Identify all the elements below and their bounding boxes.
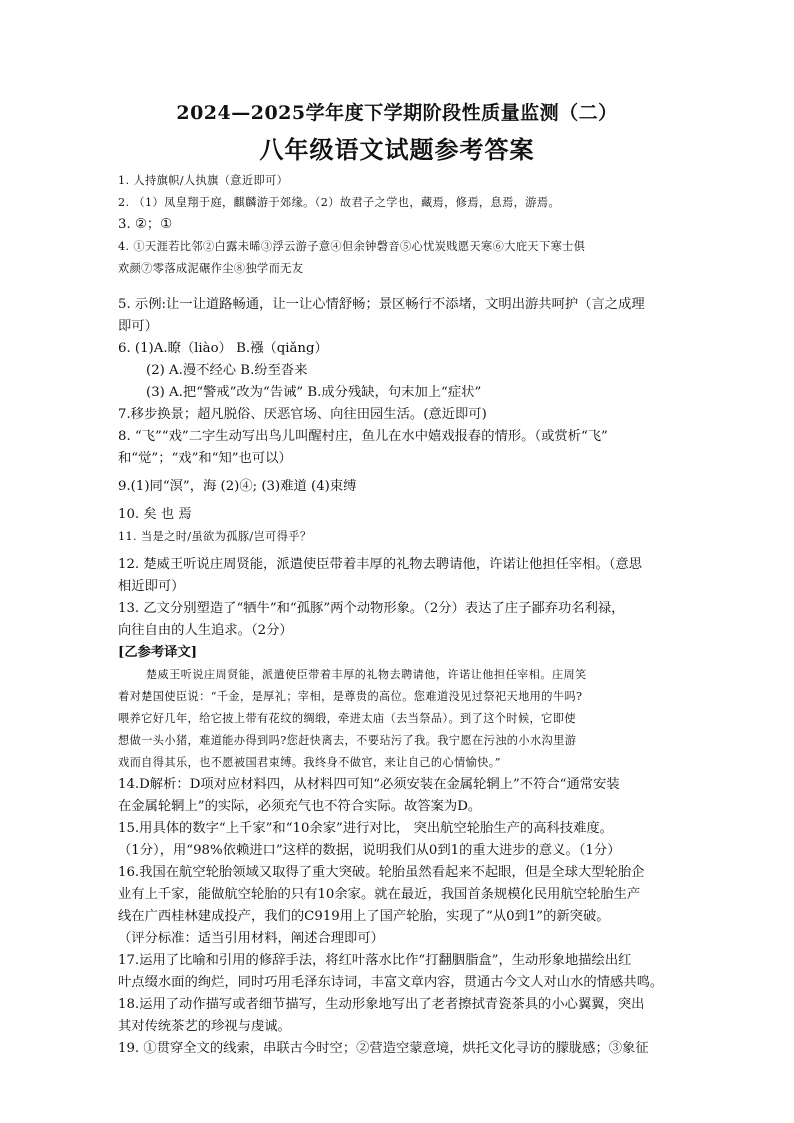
answer-q15-line1: 15.用具体的数字“上千家”和“10余家”进行对比， 突出航空轮胎生产的高科技难度。 [118,821,613,836]
answer-q8-line1: 8. “飞”“戏”二字生动写出鸟儿叫醒村庄，鱼儿在水中嬉戏报春的情形。（或赏析“飞” [118,429,608,444]
answer-q17-line2: 叶点缀水面的绚烂，同时巧用毛泽东诗词，丰富文章内容，贯通古今文人对山水的情感共鸣。 [118,975,664,990]
answer-q6-line2: (2) A.漫不经心 B.纷至沓来 [146,363,308,378]
answer-q16-line4: （评分标准：适当引用材料，阐述合理即可） [118,931,384,946]
translation-line3: 喂养它好几年，给它披上带有花纹的绸缎，牵进太庙（去当祭品）。到了这个时候，它即使 [118,712,576,725]
answer-q4-line2: 欢颜⑦零落成泥碾作尘⑧独学而无友 [118,262,304,275]
answer-q10: 10. 矣 也 焉 [118,507,192,522]
answer-q18-line2: 其对传统茶艺的珍视与虔诚。 [118,1019,291,1034]
answer-q14-line1: 14.D解析：D项对应材料四，从材料四可知“必须安装在金属轮辋上”不符合“通常安装 [118,777,620,792]
answer-q13-line1: 13. 乙文分别塑造了“牺牛”和“孤豚”两个动物形象。（2分）表达了庄子鄙弃功名利禄， [118,601,625,616]
translation-line4: 想做一头小猪，难道能办得到吗?您赶快离去，不要玷污了我。我宁愿在污浊的小水沟里游 [118,734,577,747]
answer-q15-line2: （1分），用“98%依赖进口”这样的数据，说明我们从0到1的重大进步的意义。（1分） [118,843,621,858]
answer-q18-line1: 18.运用了动作描写或者细节描写，生动形象地写出了老者擦拭青瓷茶具的小心翼翼，突出 [118,997,645,1012]
translation-line1: 楚威王听说庄周贤能，派遣使臣带着丰厚的礼物去聘请他，许诺让他担任宰相。庄周笑 [146,668,587,681]
page-subtitle: 八年级语文试题参考答案 [259,136,535,164]
answer-q17-line1: 17.运用了比喻和引用的修辞手法，将红叶落水比作“打翻胭脂盒”，生动形象地描绘出红 [118,953,632,968]
answer-q9: 9.(1)同“溟”，海 (2)④; (3)难道 (4)束缚 [118,479,357,494]
translation-line2: 着对楚国使臣说：“千金，是厚礼；宰相，是尊贵的高位。您难道没见过祭祀天地用的牛吗? [118,690,583,703]
answer-q2: 2. （1）凤皇翔于庭，麒麟游于郊缘。（2）故君子之学也，藏焉，修焉，息焉，游焉。 [118,196,561,209]
answer-q5-line1: 5. 示例:让一让道路畅通，让一让心情舒畅；景区畅行不添堵，文明出游共呵护（言之成理 [118,297,645,312]
answer-q16-line2: 业有上千家，能做航空轮胎的只有10余家。就在最近，我国首条规模化民用航空轮胎生产 [118,887,641,902]
translation-line5: 戏而自得其乐，也不愿被国君束缚。我终身不做官，来让自己的心情愉快。” [118,756,501,769]
answer-q12-line2: 相近即可） [118,579,185,594]
answer-q5-line2: 即可） [118,319,158,334]
answer-q6-line3: (3) A.把“警戒”改为“告诫” B.成分残缺，句末加上“症状” [146,385,482,400]
answer-q8-line2: 和“觉”；“戏”和“知”也可以） [118,451,292,466]
answer-q16-line3: 线在广西桂林建成投产，我们的C919用上了国产轮胎，实现了“从0到1”的新突破。 [118,909,610,924]
answer-q3: 3. ②；① [118,217,173,232]
answer-q1: 1. 人持旗帜/人执旗（意近即可） [118,174,289,187]
page-title: 2024—2025学年度下学期阶段性质量监测（二） [176,102,618,124]
answer-q14-line2: 在金属轮辋上”的实际，必须充气也不符合实际。故答案为D。 [118,799,482,814]
answer-q16-line1: 16.我国在航空轮胎领域又取得了重大突破。轮胎虽然看起来不起眼，但是全球大型轮胎企 [118,865,645,880]
answer-q11: 11. 当是之时/虽欲为孤豚/岂可得乎？ [118,530,312,543]
answer-q7: 7.移步换景；超凡脱俗、厌恶官场、向往田园生活。(意近即可) [118,407,487,422]
answer-q4-line1: 4. ①天涯若比邻②白露未晞③浮云游子意④但余钟磬音⑤心忧炭贱愿天寒⑥大庇天下寒士俱 [118,240,586,253]
answer-q19: 19. ①贯穿全文的线索，串联古今时空；②营造空蒙意境，烘托文化寻访的朦胧感；③象征 [118,1041,649,1056]
answer-body [118,170,678,1060]
translation-header: [乙参考译文] [118,645,198,660]
answer-q6-line1: 6. (1)A.瞭（liào） B.襁（qiǎng） [118,341,328,356]
answer-q12-line1: 12. 楚威王听说庄周贤能，派遣使臣带着丰厚的礼物去聘请他，许诺让他担任宰相。（意思 [118,557,643,572]
answer-q13-line2: 向往自由的人生追求。（2分） [118,623,293,638]
